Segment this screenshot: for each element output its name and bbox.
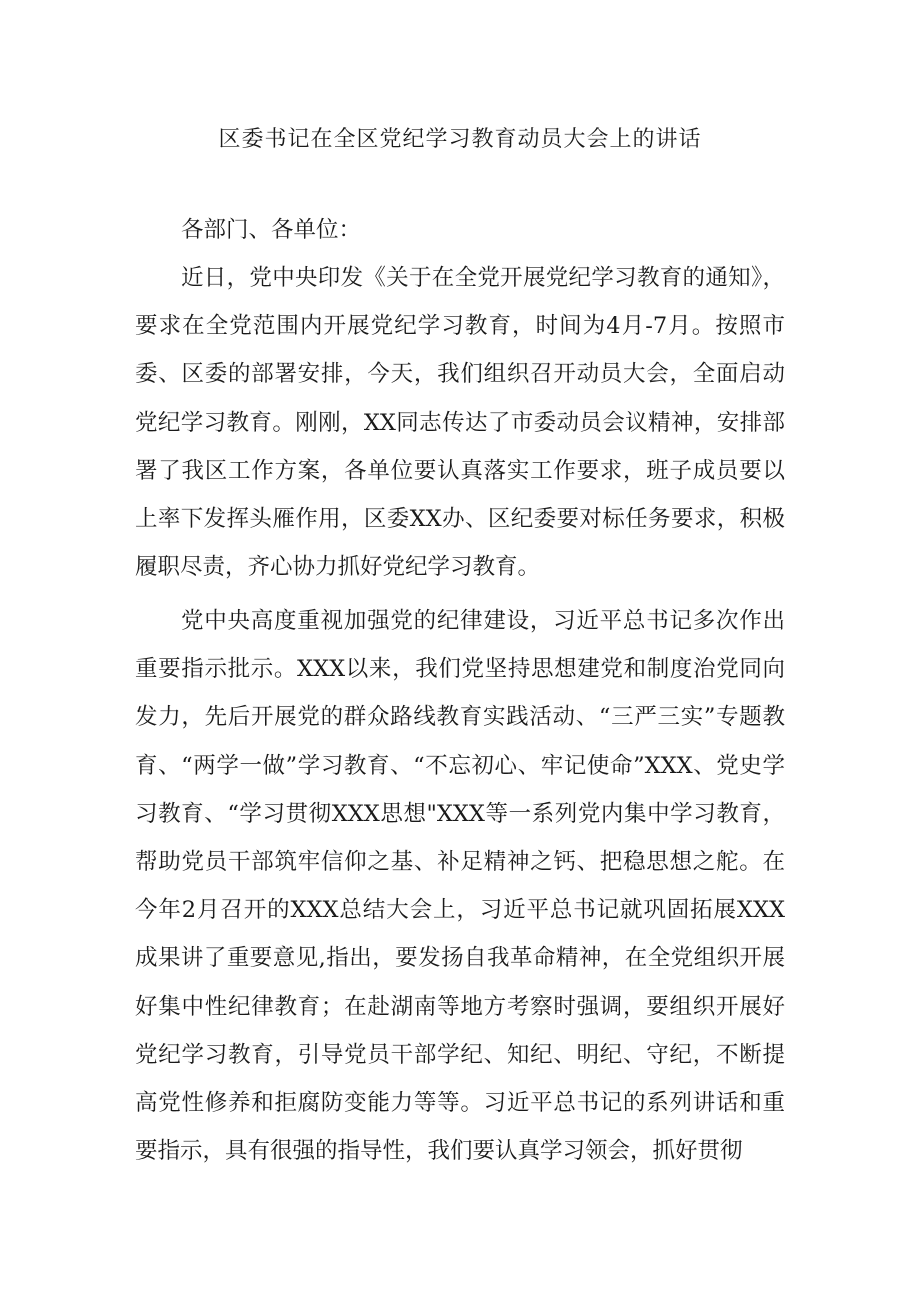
- paragraph-2: 党中央高度重视加强党的纪律建设，习近平总书记多次作出重要指示批示。XXX以来，我们党坚持思想建党和制度治党同向发力，先后开展党的群众路线教育实践活动、“三严三实”专题教育、“两学一做”学习教育、“不忘初心、牢记使命”XXX、党史学习教育、“学习贯彻XXX思想"XXX等一系列党内集中学习教育，帮助党员干部筑牢信仰之基、补足精神之钙、把稳思想之舵。在今年2月召开的XXX总结大会上，习近平总书记就巩固拓展XXX成果讲了重要意见,指出，要发扬自我革命精神，在全党组织开展好集中性纪律教育；在赴湖南等地方考察时强调，要组织开展好党纪学习教育，引导党员干部学纪、知纪、明纪、守纪，不断提高党性修养和拒腐防变能力等等。习近平总书记的系列讲话和重要指示，具有很强的指导性，我们要认真学习领会，抓好贯彻: [135, 608, 785, 1165]
- salutation: 各部门、各单位：: [181, 217, 362, 243]
- paragraph-1: 近日，党中央印发《关于在全党开展党纪学习教育的通知》，要求在全党范围内开展党纪学习教育，时间为4月-7月。按照市委、区委的部署安排，今天，我们组织召开动员大会，全面启动党纪学习教育。刚刚，XX同志传达了市委动员会议精神，安排部署了我区工作方案，各单位要认真落实工作要求，班子成员要以上率下发挥头雁作用，区委XX办、区纪委要对标任务要求，积极履职尽责，齐心协力抓好党纪学习教育。: [135, 265, 785, 581]
- document-title: 区委书记在全区党纪学习教育动员大会上的讲话: [218, 127, 702, 152]
